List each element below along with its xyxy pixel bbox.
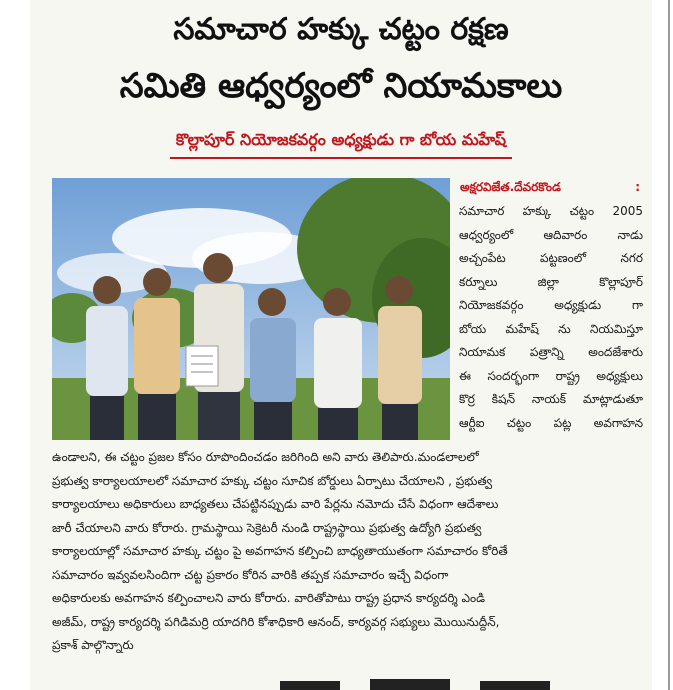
newspaper-clipping xyxy=(30,0,652,690)
side-line: నియామక పత్రాన్ని అందజేశారు xyxy=(459,345,643,359)
side-line: కొర్ర కిషన్ నాయక్ మాట్లాడుతూ xyxy=(459,392,643,406)
body-line: సమాచారం ఇవ్వవలసిందిగా చట్ట ప్రకారం కోరిన వారికి తప్పక సమాచారం ఇచ్చే విధంగా xyxy=(52,567,449,582)
group-photo-icon xyxy=(52,178,450,440)
body-line: అధికారులకు అవగాహన కల్పించాలని వారు కోరారు. వారితోపాటు రాష్ట్ర ప్రధాన కార్యదర్శి ఎండి xyxy=(52,591,485,605)
column-divider xyxy=(668,0,670,690)
side-line: అచ్చంపేట పట్టణంలో నగర xyxy=(459,251,643,265)
byline-colon: : xyxy=(635,180,640,194)
body-line: కార్యాలయాలు అధికారులు బాధ్యతలు చేపట్టినప్పుడు వారి పేర్లను నమోదు చేసే విధంగా ఆదేశాలు xyxy=(52,497,499,511)
body-line: అజీమ్, రాష్ట్ర కార్యదర్శి పగిడిమర్రి యాదగిరి కోశాధికారి ఆనంద్, కార్యవర్గ సభ్యులు మొయినుద్దీన్, xyxy=(52,614,500,629)
side-line: సమాచార హక్కు చట్టం 2005 xyxy=(459,204,643,218)
body-line: కార్యాలయాల్లో సమాచార హక్కు చట్టం పై అవగాహన కల్పించి బాధ్యతాయుతంగా సమాచారం కోరితే xyxy=(52,544,508,558)
side-column-text xyxy=(459,200,643,435)
next-headline-cutoff xyxy=(270,676,570,690)
side-line: ఆర్టీఐ చట్టం పట్ల అవగాహన xyxy=(459,415,643,430)
side-line: బోయ మహేష్ ను నియమిస్తూ xyxy=(459,321,643,336)
cut-off-headline-graphic xyxy=(270,677,570,690)
byline-text: అక్షరవిజేత.దేవరకొండ xyxy=(460,180,561,194)
subheadline-wrap xyxy=(30,130,652,159)
body-line: ఉండాలని, ఈ చట్టం ప్రజల కోసం రూపొందించడం జరిగింది అని వారు తెలిపారు.మండలాలలో xyxy=(52,450,479,464)
side-line: నియోజకవర్గం అధ్యక్షుడు గా xyxy=(459,298,643,312)
side-line: కర్నూలు జిల్లా కొల్లాపూర్ xyxy=(459,274,643,289)
byline xyxy=(460,180,640,197)
body-line: ప్రకాశ్ పాల్గొన్నారు xyxy=(52,638,134,652)
headline-line-1: సమాచార హక్కు చట్టం రక్షణ xyxy=(173,12,509,47)
body-line: జారీ చేయాలని వారు కోరారు. గ్రామస్థాయి సెక్రెటరీ నుండి రాష్ట్రస్థాయి ప్రభుత్వ ఉద్యోగి ప్రభుత్వ xyxy=(52,520,482,535)
subheadline: కొల్లాపూర్ నియోజకవర్గం అధ్యక్షుడు గా బోయ మహేష్ xyxy=(170,130,512,159)
group-photo-illustration xyxy=(52,178,450,440)
side-line: ఆధ్వర్యంలో ఆదివారం నాడు xyxy=(459,227,643,242)
headline-line-2: సమితి ఆధ్వర్యంలో నియామకాలు xyxy=(119,66,563,106)
body-line: ప్రభుత్వ కార్యాలయాలలో సమాచార హక్కు చట్టం సూచిక బోర్డులు ఏర్పాటు చేయాలని , ప్రభుత్వ xyxy=(52,473,493,488)
side-line: ఈ సందర్భంగా రాష్ట్ర అధ్యక్షులు xyxy=(459,368,643,383)
article-body xyxy=(52,446,644,658)
